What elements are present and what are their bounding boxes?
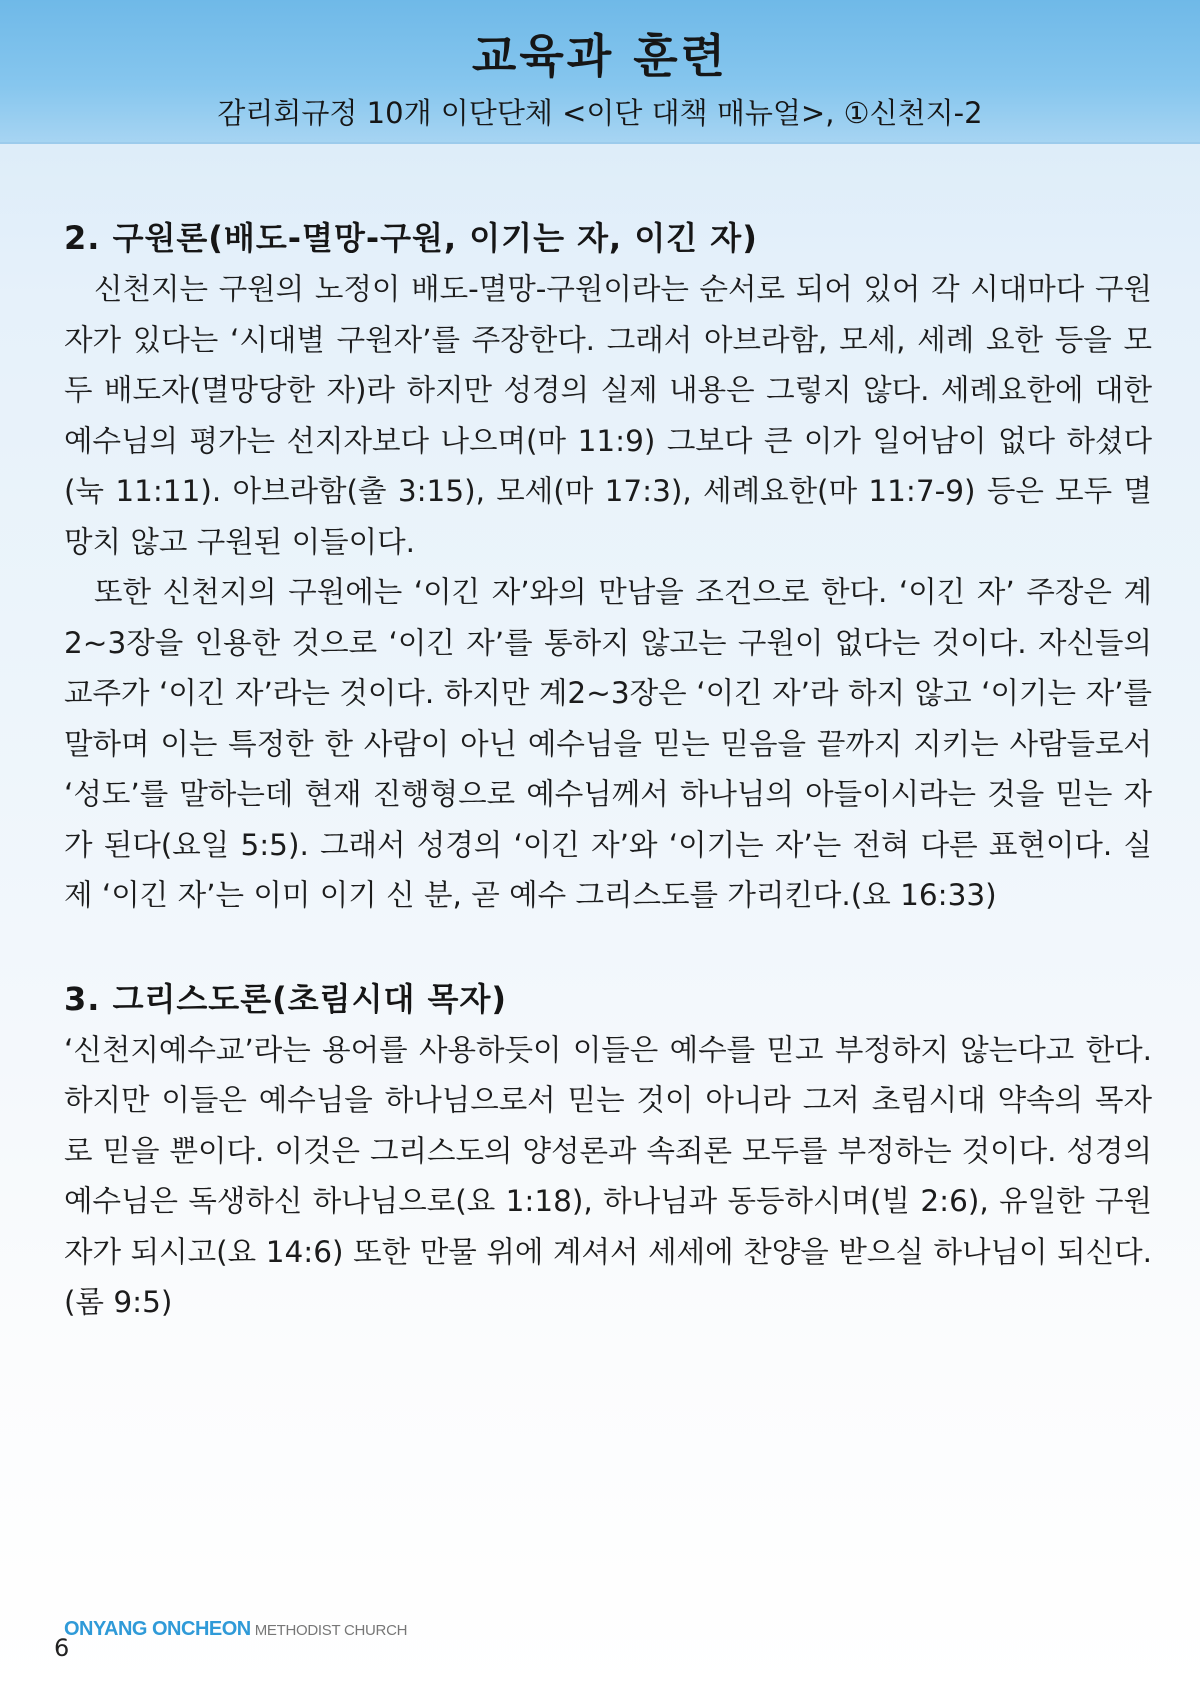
page-title: 교육과 훈련 [471,29,729,83]
section-heading: 3. 그리스도론(초림시대 목자) [64,979,507,1018]
section-soteriology [64,212,1152,921]
section-spacer [64,921,1152,973]
page-subtitle: 감리회규정 10개 이단단체 <이단 대책 매뉴얼>, ①신천지-2 [217,96,983,130]
page-footer [54,1612,474,1672]
page-number: 6 [54,1634,70,1662]
church-name-light: METHODIST CHURCH [254,1622,408,1639]
header-banner [0,0,1200,144]
paragraph: ‘신천지예수교’라는 용어를 사용하듯이 이들은 예수를 믿고 부정하지 않는다고 한다. 하지만 이들은 예수님을 하나님으로서 믿는 것이 아니라 그저 초림시대 약속의 목자로 믿을 뿐이다. 이것은 그리스도의 양성론과 속죄론 모두를 부정하는 것이다. 성경의 예수님은 독생하신 하나님으로(요 1:18), 하나님과 동등하시며(빌 2:6), 유일한 구원자가 되시고(요 14:6) 또한 만물 위에 계셔서 세세에 찬양을 받으실 하나님이 되신다.(롬 9:5) [64,1032,1152,1319]
church-name-bold: ONYANG ONCHEON [64,1618,251,1640]
paragraph: 또한 신천지의 구원에는 ‘이긴 자’와의 만남을 조건으로 한다. ‘이긴 자’ 주장은 계2~3장을 인용한 것으로 ‘이긴 자’를 통하지 않고는 구원이 없다는 것이다. 자신들의 교주가 ‘이긴 자’라는 것이다. 하지만 계2~3장은 ‘이긴 자’라 하지 않고 ‘이기는 자’를 말하며 이는 특정한 한 사람이 아닌 예수님을 믿는 믿음을 끝까지 지키는 사람들로서 ‘성도’를 말하는데 현재 진행형으로 예수님께서 하나님의 아들이시라는 것을 믿는 자가 된다(요일 5:5). 그래서 성경의 ‘이긴 자’와 ‘이기는 자’는 전혀 다른 표현이다. 실제 ‘이긴 자’는 이미 이기 신 분, 곧 예수 그리스도를 가리킨다.(요 16:33) [64,575,1152,912]
church-logo [64,1618,407,1641]
section-heading: 2. 구원론(배도-멸망-구원, 이기는 자, 이긴 자) [64,219,758,257]
paragraph: 신천지는 구원의 노정이 배도-멸망-구원이라는 순서로 되어 있어 각 시대마다 구원자가 있다는 ‘시대별 구원자’를 주장한다. 그래서 아브라함, 모세, 세례 요한 등을 모두 배도자(멸망당한 자)라 하지만 성경의 실제 내용은 그렇지 않다. 세례요한에 대한 예수님의 평가는 선지자보다 나으며(마 11:9) 그보다 큰 이가 일어남이 없다 하셨다(눅 11:11). 아브라함(출 3:15), 모세(마 17:3), 세례요한(마 11:7-9) 등은 모두 멸망치 않고 구원된 이들이다. [64,272,1152,559]
section-christology [64,973,1152,1328]
article-body [64,212,1152,1328]
